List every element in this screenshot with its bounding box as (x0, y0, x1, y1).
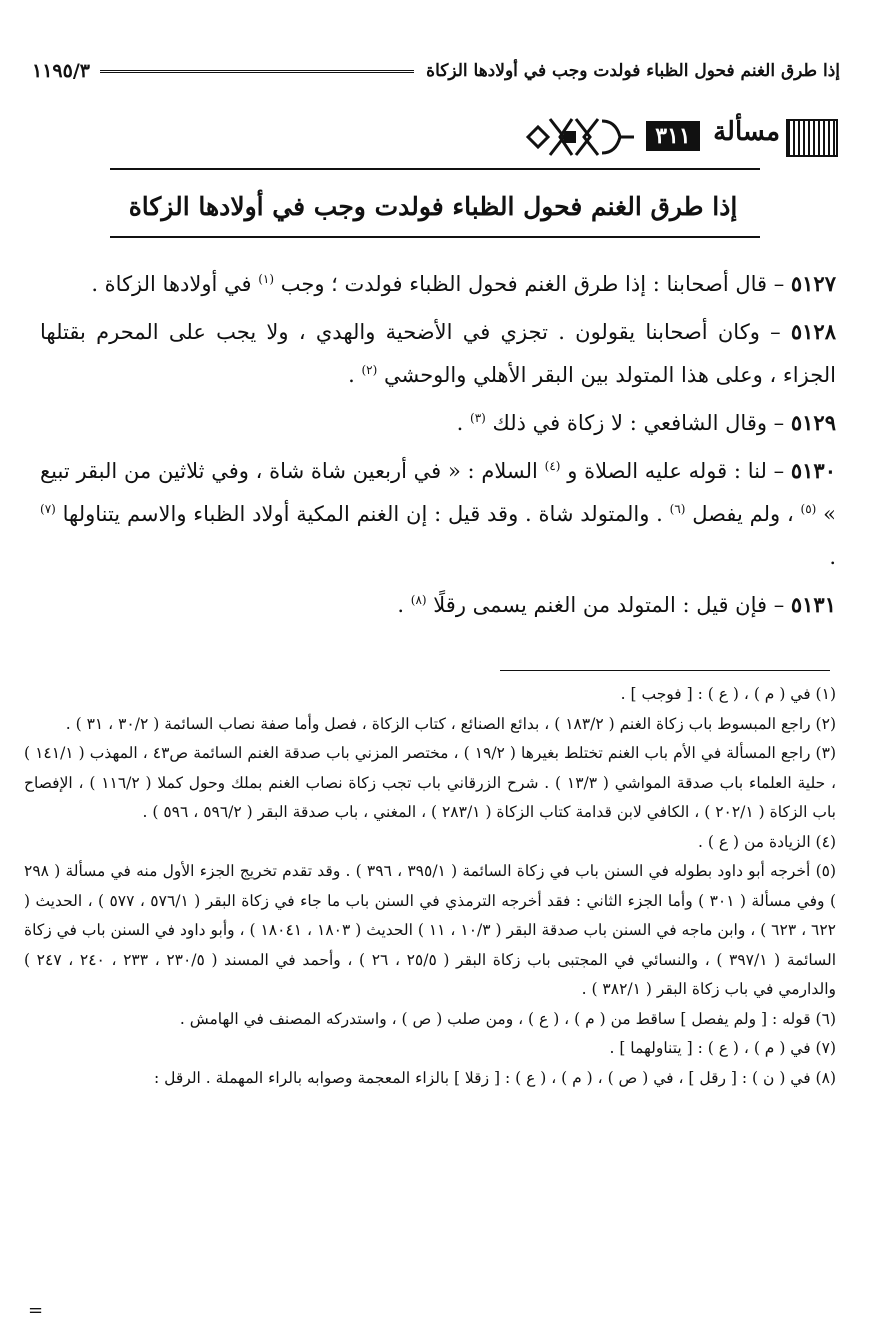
continuation-mark: = (28, 1300, 44, 1321)
running-title: إذا طرق الغنم فحول الظباء فولدت وجب في أولادها الزكاة (426, 61, 840, 81)
paragraph-number: ٥١٣١ (790, 592, 836, 617)
paragraph-text: . (397, 593, 411, 617)
paragraph-text: ، ولم يفصل (685, 502, 801, 526)
paragraph-number: ٥١٢٨ (790, 319, 836, 344)
footnote-1: (١) في ( م ) ، ( ع ) : [ فوجب ] . (620, 685, 836, 703)
paragraph-number: ٥١٣٠ (790, 458, 836, 483)
running-header (32, 56, 840, 86)
footnote-ref: (٤) (544, 459, 561, 473)
footnote-8: (٨) في ( ن ) : [ رقل ] ، في ( ص ) ، ( م ) ، ( ع ) : [ زقلا ] بالزاء المعجمة وصوابه بالراء المهملة . الرقل : (153, 1068, 836, 1087)
paragraph-text: في أولادها الزكاة . (91, 272, 259, 296)
footnote-5: (٥) أخرجه أبو داود بطوله في السنن باب في زكاة السائمة ( ٣٩٥/١ ، ٣٩٦ ) . وقد تقدم تخريج الجزء الأول منه في مسألة ( ٢٩٨ ) وفي مسألة ( ٣٠١ ) وأما الجزء الثاني : فقد أخرجه الترمذي في السنن باب ما جاء في زكاة البقر ( ٥٧٦/١ ، ٥٧٧ ) ، الحديث ( ٦٢٢ ، ٦٢٣ ) ، وابن ماجه في السنن باب صدقة البقر ( ١٠/٣ ، ١١ ) الحديث ( ١٨٠٣ ، ١٨٠٤١ ) ، وأبو داود في السنن باب في زكاة السائمة ( ٣٩٧/١ ) ، والنسائي في المجتبى باب زكاة البقر ( ٢٥/٥ ، ٢٦ ) ، وأحمد في المسند ( ٢٣٠/٥ ، ٢٣٣ ، ٢٤٠ ، ٢٤٧ ) والدارمي في باب زكاة البقر ( ٣٨٢/١ ) . (24, 862, 837, 998)
ornament-icon (524, 113, 636, 161)
paragraph-text: – فإن قيل : المتولد من الغنم يسمى رقلًا (426, 593, 791, 617)
masala-banner (520, 113, 838, 161)
paragraph-5129 (40, 401, 836, 445)
paragraph-text: – لنا : قوله عليه الصلاة و (560, 459, 791, 483)
footnotes (24, 680, 836, 1093)
masala-label: مسألة (713, 117, 780, 147)
footnote-3: (٣) راجع المسألة في الأم باب الغنم تختلط بغيرها ( ١٩/٢ ) ، مختصر المزني باب صدقة الغنم السائمة ص٤٣ ، المهذب ( ١٤١/١ ) ، حلية العلماء باب صدقة المواشي ( ١٣/٣ ) . شرح الزرقاني باب تجب زكاة نصاب الغنم بملك وحول كملا ( ١١٦/٢ ) ، الإفصاح باب الزكاة ( ٢٠٢/١ ) ، الكافي لابن قدامة كتاب الزكاة ( ٢٨٣/١ ) ، المغني ، باب صدقة البقر ( ٥٩٦/٢ ، ٥٩٦ ) . (24, 744, 836, 821)
paragraph-text: – وكان أصحابنا يقولون . تجزي في الأضحية والهدي ، ولا يجب على المحرم بقتلها الجزاء ، وعلى هذا المتولد بين البقر الأهلي والوحشي (40, 320, 836, 387)
paragraph-number: ٥١٢٧ (790, 271, 836, 296)
hatch-decoration (786, 119, 838, 157)
paragraph-5131 (40, 583, 836, 627)
footnote-ref: (٣) (470, 411, 486, 425)
paragraph-text: . (829, 545, 836, 569)
main-text (40, 262, 836, 631)
paragraph-text: – وقال الشافعي : لا زكاة في ذلك (485, 411, 791, 435)
paragraph-5130 (40, 449, 836, 579)
footnote-4: (٤) الزيادة من ( ع ) . (697, 832, 836, 851)
paragraph-text: . (456, 411, 470, 435)
footnote-ref: (٨) (410, 593, 427, 607)
paragraph-number: ٥١٢٩ (790, 410, 836, 435)
title-rule (110, 236, 760, 238)
paragraph-text: . (348, 363, 362, 387)
footnote-6: (٦) قوله : [ ولم يفصل ] ساقط من ( م ) ، ( ع ) ، ومن صلب ( ص ) ، واستدركه المصنف في الهامش . (179, 1009, 836, 1028)
banner-rule (110, 168, 760, 170)
page-number: ١١٩٥/٣ (32, 60, 90, 82)
masala-number: ٣١١ (646, 121, 700, 151)
issue-title: إذا طرق الغنم فحول الظباء فولدت وجب في أولادها الزكاة (128, 192, 738, 221)
paragraph-text: . والمتولد شاة . وقد قيل : إن الغنم المكية أولاد الظباء والاسم يتناولها (55, 502, 670, 526)
footnote-2: (٢) راجع المبسوط باب زكاة الغنم ( ١٨٣/٢ ) ، بدائع الصنائع ، كتاب الزكاة ، فصل وأما صفة نصاب السائمة ( ٣٠/٢ ، ٣١ ) . (65, 714, 836, 733)
paragraph-text: – قال أصحابنا : إذا طرق الغنم فحول الظباء فولدت ؛ وجب (274, 272, 791, 296)
footnote-ref: (٦) (669, 502, 686, 516)
header-rule (100, 70, 414, 73)
footnote-ref: (٧) (40, 502, 56, 516)
footnote-ref: (٢) (361, 363, 378, 377)
paragraph-5128 (40, 310, 836, 397)
paragraph-text: السلام : « في أربعين شاة شاة ، وفي ثلاثين من البقر تبيع » (40, 459, 836, 526)
footnote-ref: (٥) (800, 502, 817, 516)
footnote-divider (500, 670, 830, 671)
footnote-7: (٧) في ( م ) ، ( ع ) : [ يتناولهما ] . (609, 1039, 836, 1057)
paragraph-5127 (40, 262, 836, 306)
footnote-ref: (١) (258, 272, 275, 286)
